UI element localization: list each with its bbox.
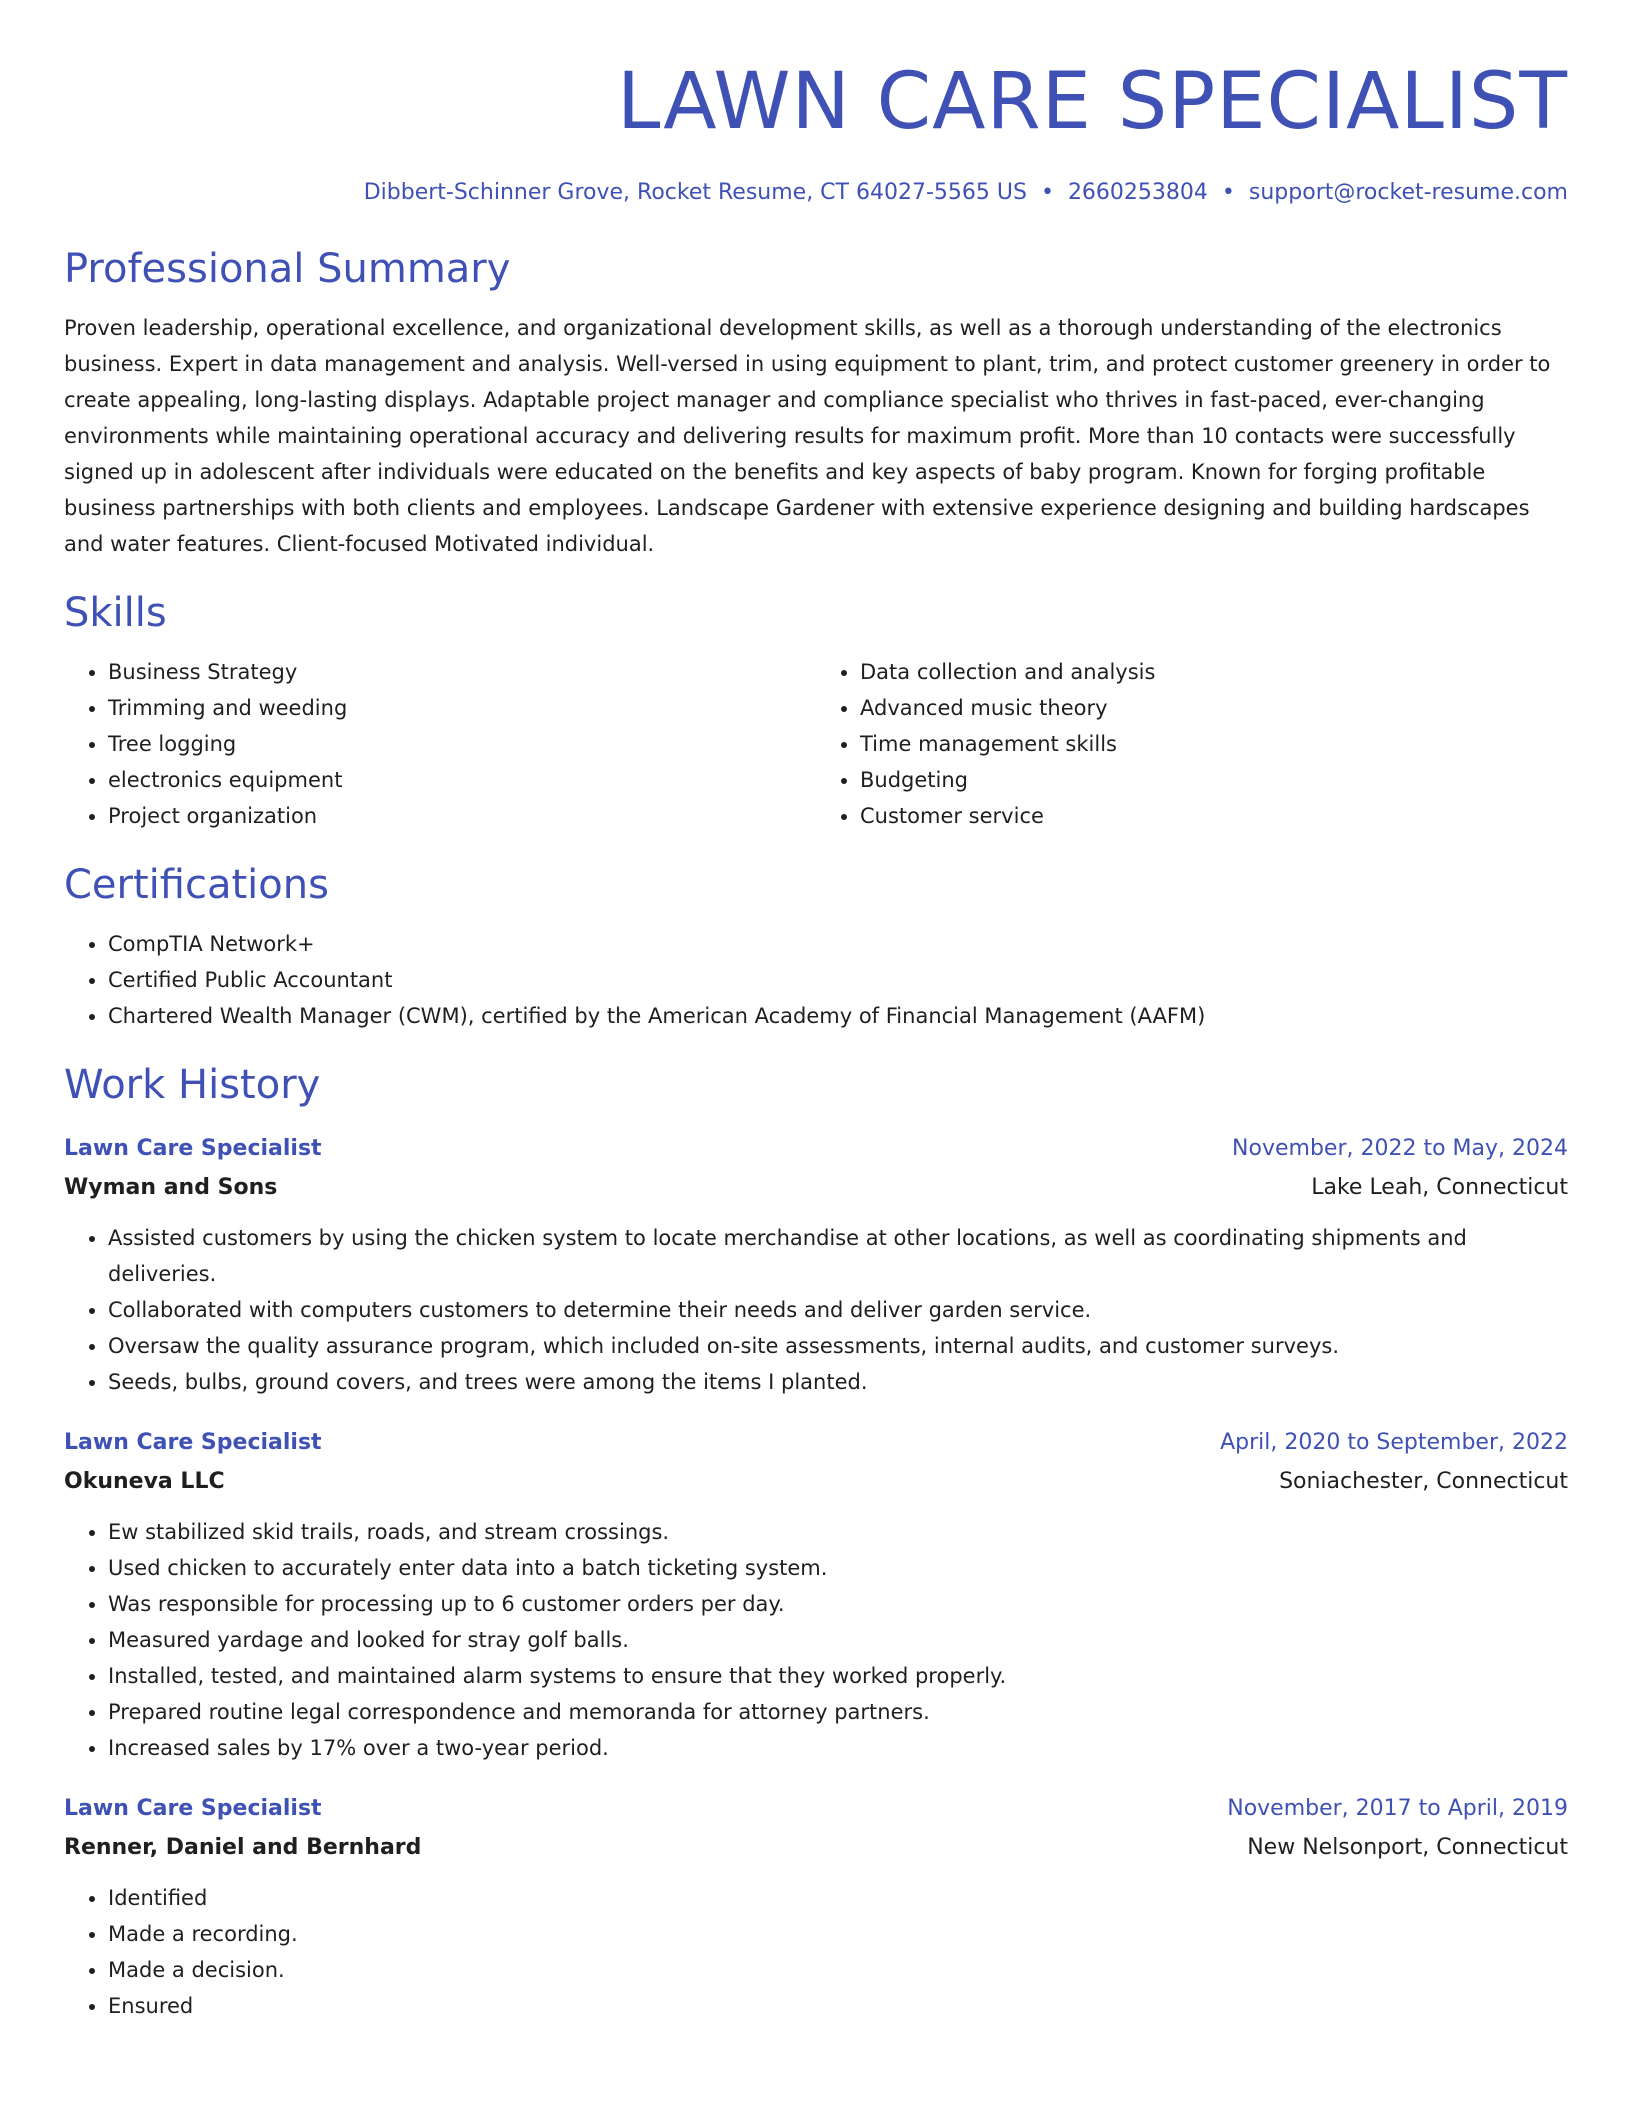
skills-list-left xyxy=(64,654,816,834)
candidate-name: LAWN CARE SPECIALIST xyxy=(617,57,1568,147)
job-bullet: • Ew stabilized skid trails, roads, and stream crossings. xyxy=(108,1514,1568,1550)
skill-item: • Project organization xyxy=(108,798,816,834)
contact-email[interactable]: support@rocket-resume.com xyxy=(1248,180,1568,205)
job-bullet: • Collaborated with computers customers to determine their needs and deliver garden service. xyxy=(108,1292,1568,1328)
job-dates: November, 2022 to May, 2024 xyxy=(1232,1136,1568,1161)
job-bullet: • Used chicken to accurately enter data into a batch ticketing system. xyxy=(108,1550,1568,1586)
skill-item: • Time management skills xyxy=(860,726,1568,762)
job-bullet: • Increased sales by 17% over a two-year period. xyxy=(108,1730,1568,1766)
job-entry xyxy=(64,1130,1568,1400)
job-bullet: • Made a decision. xyxy=(108,1952,1568,1988)
job-title: Lawn Care Specialist xyxy=(64,1796,322,1821)
job-header-row xyxy=(64,1424,1568,1462)
job-company: Wyman and Sons xyxy=(64,1175,278,1200)
summary-heading: Professional Summary xyxy=(64,246,511,292)
job-bullet: • Installed, tested, and maintained alarm systems to ensure that they worked properly. xyxy=(108,1658,1568,1694)
certification-item: • Certified Public Accountant xyxy=(108,962,1568,998)
skill-item: • Data collection and analysis xyxy=(860,654,1568,690)
contact-address: Dibbert-Schinner Grove, Rocket Resume, CT 64027-5565 US xyxy=(363,180,1027,205)
job-company: Okuneva LLC xyxy=(64,1469,225,1494)
job-bullet: • Seeds, bulbs, ground covers, and trees were among the items I planted. xyxy=(108,1364,1568,1400)
job-bullets xyxy=(64,1514,1568,1766)
job-bullet: • Ensured xyxy=(108,1988,1568,2024)
job-bullet: • Identified xyxy=(108,1880,1568,1916)
skill-item: • Trimming and weeding xyxy=(108,690,816,726)
job-dates: November, 2017 to April, 2019 xyxy=(1227,1796,1568,1821)
skill-item: • Business Strategy xyxy=(108,654,816,690)
job-title: Lawn Care Specialist xyxy=(64,1136,322,1161)
job-entry xyxy=(64,1424,1568,1766)
summary-text: Proven leadership, operational excellence, and organizational development skills, as well as a thorough understanding of the electronics business. Expert in data management and analysis. Well-versed in using equipment to plant, trim, and protect customer greenery in order to create appealing, long-lasting displays. Adaptable project manager and compliance specialist who thrives in fast-paced, ever-changing environments while maintaining operational accuracy and delivering results for maximum profit. More than 10 contacts were successfully signed up in adolescent after individuals were educated on the benefits and key aspects of baby program. Known for forging profitable business partnerships with both clients and employees. Landscape Gardener with extensive experience designing and building hardscapes and water features. Client-focused Motivated individual. xyxy=(64,316,1551,556)
job-bullet: • Measured yardage and looked for stray golf balls. xyxy=(108,1622,1568,1658)
job-entry xyxy=(64,1790,1568,2024)
resume-page xyxy=(64,52,1568,2024)
skills-columns xyxy=(64,654,1568,834)
skill-item: • Tree logging xyxy=(108,726,816,762)
job-company-row xyxy=(64,1168,1568,1208)
skill-item: • Customer service xyxy=(860,798,1568,834)
job-bullet: • Was responsible for processing up to 6 customer orders per day. xyxy=(108,1586,1568,1622)
job-bullets xyxy=(64,1220,1568,1400)
contact-separator: • xyxy=(1040,180,1054,205)
skill-item: • electronics equipment xyxy=(108,762,816,798)
job-title: Lawn Care Specialist xyxy=(64,1430,322,1455)
certifications-heading: Certifications xyxy=(64,862,329,908)
contact-phone: 2660253804 xyxy=(1067,180,1208,205)
certifications-list xyxy=(64,926,1568,1034)
skills-heading: Skills xyxy=(64,590,167,636)
contact-separator: • xyxy=(1221,180,1235,205)
certification-item: • CompTIA Network+ xyxy=(108,926,1568,962)
job-header-row xyxy=(64,1790,1568,1828)
job-bullet: • Made a recording. xyxy=(108,1916,1568,1952)
job-bullet: • Prepared routine legal correspondence and memoranda for attorney partners. xyxy=(108,1694,1568,1730)
certification-item: • Chartered Wealth Manager (CWM), certified by the American Academy of Financial Management (AAFM) xyxy=(108,998,1568,1034)
job-dates: April, 2020 to September, 2022 xyxy=(1220,1430,1568,1455)
job-company-row xyxy=(64,1828,1568,1868)
skills-list-right xyxy=(816,654,1568,834)
work-history-heading: Work History xyxy=(64,1062,321,1108)
job-bullet: • Oversaw the quality assurance program, which included on-site assessments, internal audits, and customer surveys. xyxy=(108,1328,1568,1364)
job-location: Soniachester, Connecticut xyxy=(1279,1469,1568,1494)
job-location: Lake Leah, Connecticut xyxy=(1311,1175,1568,1200)
contact-line xyxy=(64,178,1568,208)
job-location: New Nelsonport, Connecticut xyxy=(1247,1835,1568,1860)
job-company: Renner, Daniel and Bernhard xyxy=(64,1835,422,1860)
job-header-row xyxy=(64,1130,1568,1168)
job-bullets xyxy=(64,1880,1568,2024)
skill-item: • Advanced music theory xyxy=(860,690,1568,726)
job-bullet: • Assisted customers by using the chicken system to locate merchandise at other locations, as well as coordinating shipments and deliveries. xyxy=(108,1220,1568,1292)
skill-item: • Budgeting xyxy=(860,762,1568,798)
job-company-row xyxy=(64,1462,1568,1502)
